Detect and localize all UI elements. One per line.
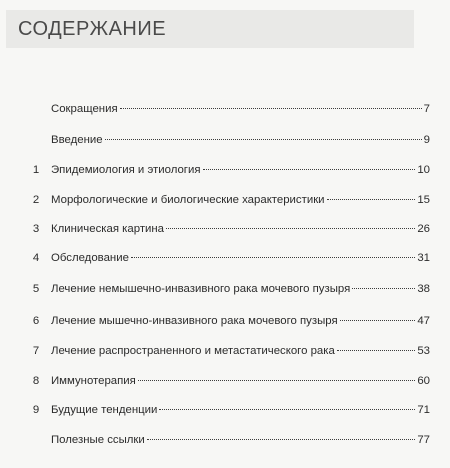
toc-entry-title: Введение — [51, 134, 103, 146]
toc-entry[interactable] — [0, 130, 450, 150]
toc-entry-page: 47 — [417, 315, 430, 327]
toc-entry-number: 7 — [32, 345, 40, 357]
toc-entry-number: 1 — [32, 164, 40, 176]
toc-entry-page: 60 — [417, 375, 430, 387]
toc-entry-title: Полезные ссылки — [51, 434, 145, 446]
page-title: СОДЕРЖАНИЕ — [18, 18, 167, 40]
toc-entry[interactable] — [0, 248, 450, 268]
toc-entry[interactable] — [0, 341, 450, 361]
toc-entry-title: Лечение распространенного и метастатического рака — [51, 345, 335, 357]
toc-entry-title: Клиническая картина — [51, 223, 165, 235]
dot-leader — [337, 350, 416, 351]
dot-leader — [203, 169, 416, 170]
toc-entry-page: 26 — [417, 223, 430, 235]
toc-entry-title: Лечение немышечно-инвазивного рака мочевого пузыря — [51, 283, 351, 295]
toc-entry-page: 71 — [417, 404, 430, 416]
toc-entry-number: 5 — [32, 283, 40, 295]
toc-entry[interactable] — [0, 311, 450, 331]
toc-entry-page: 38 — [417, 283, 430, 295]
toc-entry[interactable] — [0, 219, 450, 239]
dot-leader — [166, 228, 415, 229]
toc-entry[interactable] — [0, 400, 450, 420]
toc-entry[interactable] — [0, 279, 450, 299]
dot-leader — [138, 380, 415, 381]
toc-entry-title: Иммунотерапия — [51, 375, 136, 387]
toc-entry-title: Эпидемиология и этиология — [51, 164, 201, 176]
toc-entry-page: 31 — [417, 252, 430, 264]
toc-entry-number: 3 — [32, 223, 40, 235]
dot-leader — [120, 108, 422, 109]
toc-entry-number: 2 — [32, 194, 40, 206]
toc-entry-title: Будущие тенденции — [51, 404, 158, 416]
toc-entry-number: 9 — [32, 404, 40, 416]
toc-entry-page: 7 — [423, 103, 430, 115]
dot-leader — [147, 439, 416, 440]
toc-entry[interactable] — [0, 371, 450, 391]
toc-entry-page: 77 — [417, 434, 430, 446]
toc-entry-page: 15 — [417, 194, 430, 206]
toc-entry-title: Морфологические и биологические характеристики — [51, 194, 325, 206]
toc-entry-number: 6 — [32, 315, 40, 327]
toc-entry[interactable] — [0, 160, 450, 180]
dot-leader — [340, 320, 416, 321]
toc-entry-number: 8 — [32, 375, 40, 387]
dot-leader — [352, 288, 415, 289]
toc-entry-title: Сокращения — [51, 103, 118, 115]
toc-entry-number: 4 — [32, 252, 40, 264]
toc-entry-page: 53 — [417, 345, 430, 357]
dot-leader — [105, 139, 422, 140]
toc-entry-page: 10 — [417, 164, 430, 176]
toc-entry[interactable] — [0, 99, 450, 119]
toc-entry-title: Лечение мышечно-инвазивного рака мочевого пузыря — [51, 315, 338, 327]
toc-entry-page: 9 — [423, 134, 430, 146]
dot-leader — [131, 257, 415, 258]
dot-leader — [327, 199, 416, 200]
dot-leader — [159, 409, 415, 410]
toc-entry[interactable] — [0, 430, 450, 450]
toc-entry[interactable] — [0, 190, 450, 210]
toc-entry-title: Обследование — [51, 252, 129, 264]
